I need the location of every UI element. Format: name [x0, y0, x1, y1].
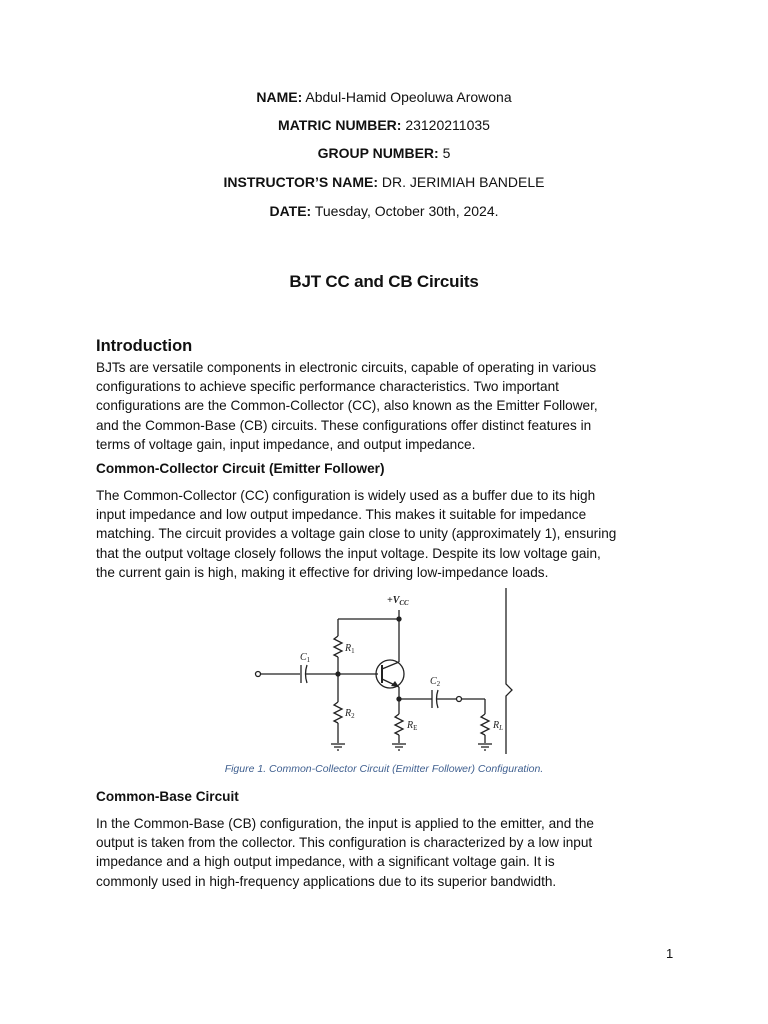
r1-label: $R_1$ [345, 643, 355, 655]
date-line [0, 202, 768, 220]
transistor-body [376, 660, 404, 688]
matric-label: MATRIC NUMBER: [278, 117, 402, 133]
group-line [0, 144, 768, 162]
c1-label: $C_1$ [300, 652, 311, 664]
r2-resistor [334, 702, 342, 723]
date-value: Tuesday, October 30th, 2024. [314, 203, 499, 219]
cb-heading: Common-Base Circuit [96, 789, 239, 804]
cc-line: The Common-Collector (CC) configuration is widely used as a buffer due to its high [96, 488, 596, 503]
group-value: 5 [442, 145, 451, 161]
cc-line: matching. The circuit provides a voltage gain close to unity (approximately 1), ensuring [96, 526, 617, 542]
instructor-line [0, 173, 768, 191]
ground-symbol [392, 744, 406, 750]
cc-circuit-diagram [250, 588, 530, 760]
re-label: $R_E$ [407, 720, 418, 732]
cc-line: the current gain is high, making it effective for driving low-impedance loads. [96, 564, 549, 580]
name-label: NAME: [256, 89, 303, 105]
name-line [0, 88, 768, 106]
instructor-label: INSTRUCTOR’S NAME: [223, 174, 379, 190]
instructor-value: DR. JERIMIAH BANDELE [381, 174, 545, 190]
cc-heading: Common-Collector Circuit (Emitter Follower) [96, 461, 385, 476]
cb-paragraph [96, 814, 676, 891]
matric-line [0, 116, 768, 134]
intro-line: BJTs are versatile components in electronic circuits, capable of operating in various [96, 360, 597, 375]
intro-heading: Introduction [96, 337, 193, 355]
page-title: BJT CC and CB Circuits [289, 272, 479, 291]
ground-symbol [478, 744, 492, 750]
intro-line: and the Common-Base (CB) circuits. These configurations offer distinct features in [96, 417, 592, 433]
date-label: DATE: [269, 203, 312, 219]
r2-label: $R_2$ [345, 708, 355, 720]
cb-line: In the Common-Base (CB) configuration, the input is applied to the emitter, and the [96, 816, 594, 831]
page-number: 1 [666, 946, 674, 961]
intro-paragraph [96, 358, 676, 454]
vcc-label: $+V_{CC}$ [387, 595, 409, 607]
intro-line: terms of voltage gain, input impedance, and output impedance. [96, 436, 476, 452]
matric-value: 23120211035 [405, 117, 490, 133]
input-terminal [256, 672, 261, 677]
cb-line: commonly used in high-frequency applications due to its superior bandwidth. [96, 873, 557, 889]
name-value: Abdul-Hamid Opeoluwa Arowona [305, 89, 512, 105]
cb-line: impedance and a high output impedance, with a significant voltage gain. It is [96, 854, 555, 870]
cb-line: output is taken from the collector. This configuration is characterized by a low input [96, 835, 593, 851]
cc-paragraph [96, 486, 676, 582]
c2-label: $C_2$ [430, 676, 441, 688]
figure-caption: Figure 1. Common-Collector Circuit (Emitter Follower) Configuration. [224, 763, 544, 775]
intro-line: configurations are the Common-Collector (CC), also known as the Emitter Follower, [96, 398, 598, 414]
r1-resistor [334, 636, 342, 657]
group-label: GROUP NUMBER: [317, 145, 439, 161]
ground-symbol [331, 744, 345, 750]
figure-edge-line [506, 588, 512, 754]
cc-line: input impedance and low output impedance. This makes it suitable for impedance [96, 507, 587, 523]
re-resistor [395, 714, 403, 735]
intro-line: configurations to achieve specific performance characteristics. Two important [96, 379, 559, 395]
rl-label: $R_L$ [493, 720, 504, 732]
output-terminal [457, 697, 462, 702]
cc-line: that the output voltage closely follows the input voltage. Despite its low voltage gain, [96, 545, 601, 561]
rl-resistor [481, 714, 489, 735]
